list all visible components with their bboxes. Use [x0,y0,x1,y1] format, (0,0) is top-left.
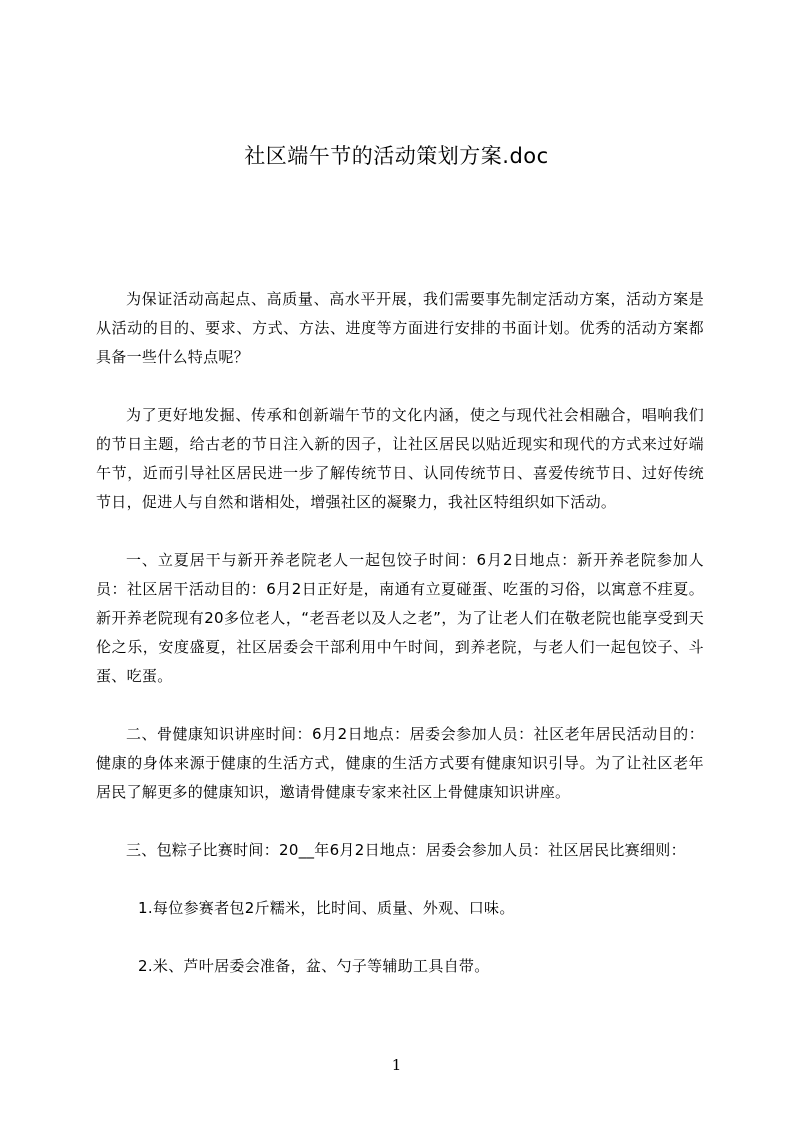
paragraph-spacer [96,372,704,401]
paragraph-spacer [96,517,704,546]
rule-item-2: 2.米、芦叶居委会准备，盆、勺子等辅助工具自带。 [138,957,490,975]
paragraph-spacer [96,807,704,836]
page-number: 1 [391,1056,402,1074]
paragraph-spacer [96,865,704,894]
paragraph-intro: 为保证活动高起点、高质量、高水平开展，我们需要事先制定活动方案，活动方案是从活动的目的、要求、方式、方法、进度等方面进行安排的书面计划。优秀的活动方案都具备一些什么特点呢？ [96,290,704,366]
document-body [96,285,704,981]
document-title: 社区端午节的活动策划方案.doc [244,144,549,168]
paragraph-activity-1: 一、立夏居干与新开养老院老人一起包饺子时间：6月2日地点：新开养老院参加人员：社区居干活动目的：6月2日正好是，南通有立夏碰蛋、吃蛋的习俗，以寓意不疰夏。新开养老院现有20多位老人，“老吾老以及人之老”，为了让老人们在敬老院也能享受到天伦之乐，安度盛夏，社区居委会干部利用中午时间，到养老院，与老人们一起包饺子、斗蛋、吃蛋。 [96,551,704,685]
paragraph-spacer [96,923,704,952]
rule-item-1: 1.每位参赛者包2斤糯米，比时间、质量、外观、口味。 [138,899,515,917]
paragraph-purpose: 为了更好地发掘、传承和创新端午节的文化内涵，使之与现代社会相融合，唱响我们的节日主题，给古老的节日注入新的因子，让社区居民以贴近现实和现代的方式来过好端午节，近而引导社区居民进一步了解传统节日、认同传统节日、喜爱传统节日、过好传统节日，促进人与自然和谐相处，增强社区的凝聚力，我社区特组织如下活动。 [96,406,704,511]
paragraph-spacer [96,691,704,720]
paragraph-activity-2: 二、骨健康知识讲座时间：6月2日地点：居委会参加人员：社区老年居民活动目的：健康的身体来源于健康的生活方式，健康的生活方式要有健康知识引导。为了让社区老年居民了解更多的健康知识，邀请骨健康专家来社区上骨健康知识讲座。 [96,725,704,801]
paragraph-activity-3: 三、包粽子比赛时间：20__年6月2日地点：居委会参加人员：社区居民比赛细则： [126,841,686,859]
